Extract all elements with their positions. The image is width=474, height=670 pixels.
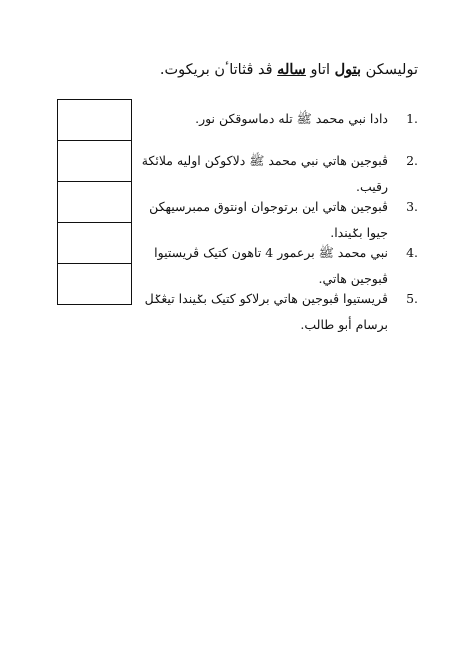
question-text: ڤريستيوا ڤبوجين هاتي برلاکو کتيک بݢيندا تيڠݢل برسام أبو طالب. — [144, 291, 388, 332]
instruction-word-salah: ساله — [277, 61, 306, 78]
question-5 — [140, 286, 418, 338]
instruction-before: توليسکن — [361, 62, 418, 78]
instruction-word-betul: بتول — [334, 61, 362, 78]
question-text: ڤبوجين هاتي اين برتوجوان اونتوق ممبرسيهکن جيوا بݢيندا. — [149, 199, 388, 240]
question-number: 3. — [406, 199, 418, 214]
answer-box-1[interactable] — [57, 99, 132, 141]
question-4 — [138, 240, 418, 292]
question-3 — [138, 194, 418, 246]
question-number: 5. — [406, 291, 418, 306]
instruction-text — [160, 58, 418, 82]
answer-box-4[interactable] — [57, 222, 132, 264]
answer-box-3[interactable] — [57, 181, 132, 223]
question-number: 2. — [406, 153, 418, 168]
instruction-middle: اتاو — [305, 62, 335, 78]
answer-box-column — [57, 99, 132, 305]
answer-box-2[interactable] — [57, 140, 132, 182]
question-text: ڤبوجين هاتي نبي محمد ﷺ دلاکوکن اوليه ملائکة رقيب. — [141, 153, 388, 194]
question-2 — [138, 148, 418, 200]
instruction-after: ڤد ڤثاتاٴن بريکوت. — [159, 62, 278, 78]
question-number: 4. — [406, 245, 418, 260]
question-text: نبي محمد ﷺ برعمور 4 تاهون کتيک ڤريستيوا ڤبوجين هاتي. — [154, 245, 388, 286]
question-1 — [138, 106, 418, 132]
question-text: دادا نبي محمد ﷺ تله دماسوقکن نور. — [195, 111, 388, 126]
answer-box-5[interactable] — [57, 263, 132, 305]
question-number: 1. — [406, 111, 418, 126]
